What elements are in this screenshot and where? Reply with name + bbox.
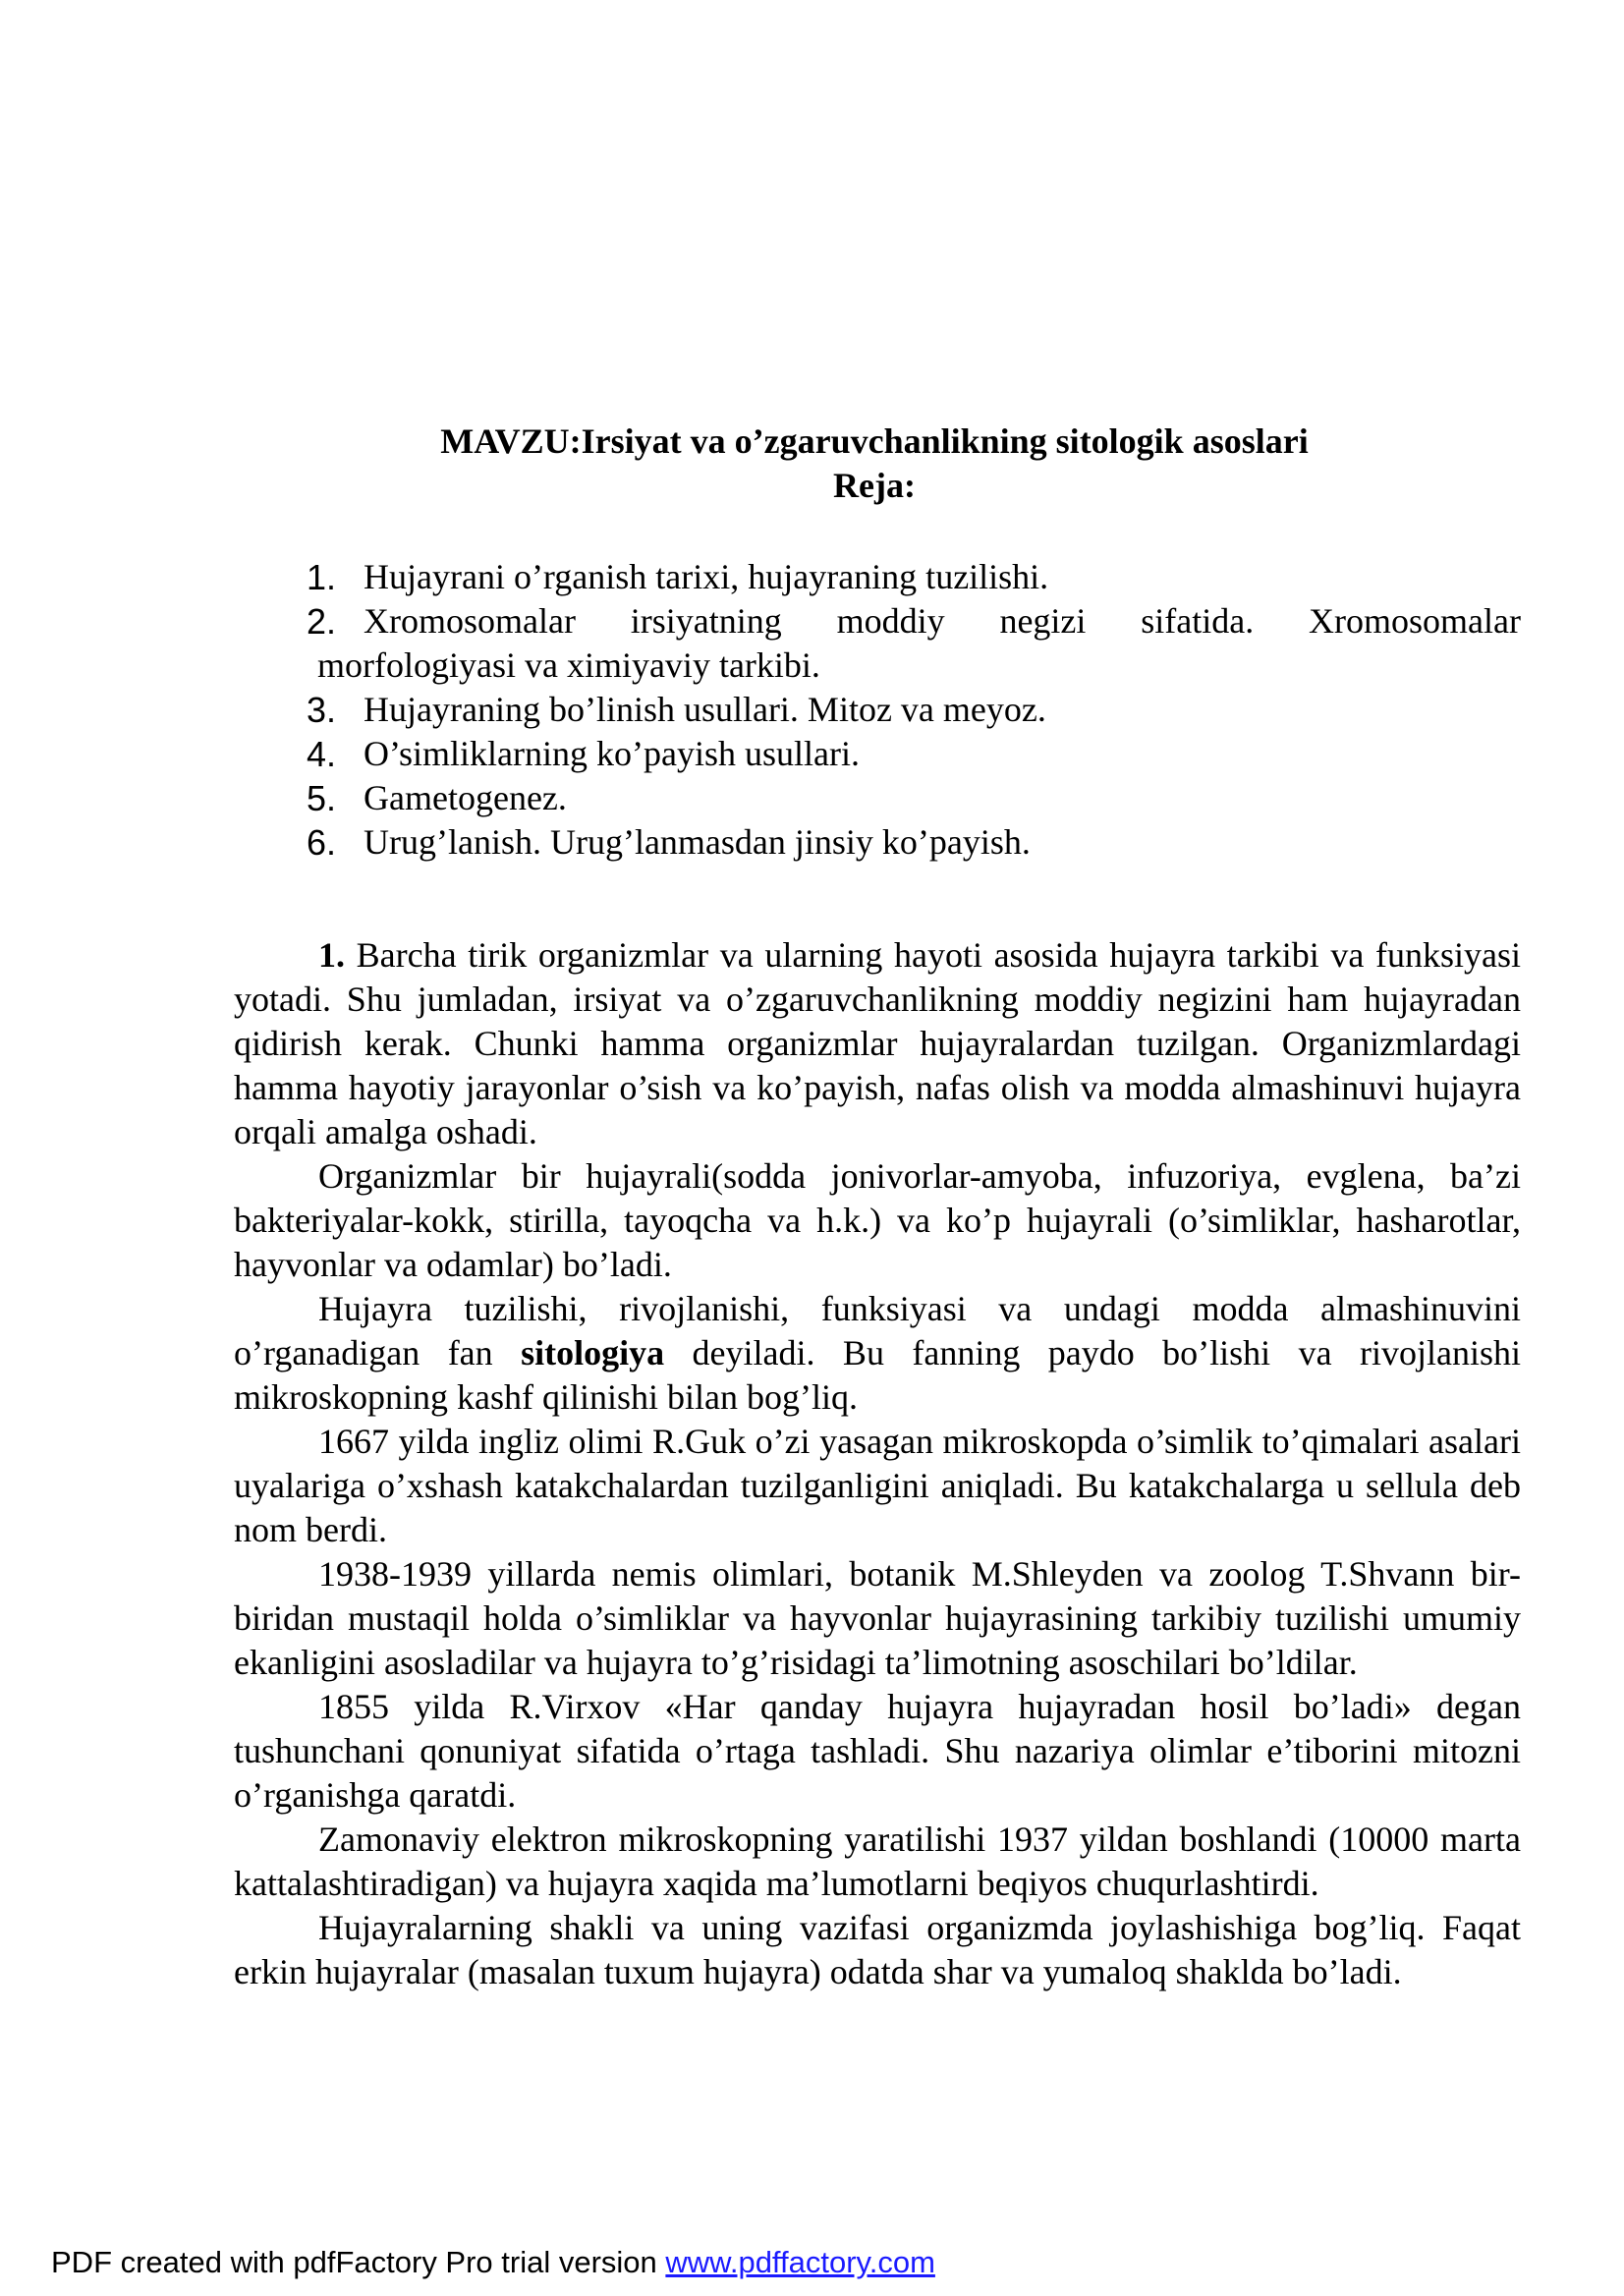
footer-link[interactable]: www.pdffactory.com <box>665 2245 935 2279</box>
plan-item-number: 3. <box>307 690 337 730</box>
paragraph <box>234 933 1521 1154</box>
plan-item-text-continuation: morfologiyasi va ximiyaviy tarkibi. <box>317 645 820 685</box>
plan-item-text: Hujayraning bo’linish usullari. Mitoz va meyoz. <box>364 690 1046 729</box>
bold-term: sitologiya <box>521 1333 665 1372</box>
plan-item-number: 2. <box>307 601 337 642</box>
paragraph-number: 1. <box>318 935 345 975</box>
plan-item-number: 5. <box>307 778 337 818</box>
pdf-watermark-footer <box>51 2243 935 2282</box>
paragraph-text: Barcha tirik organizmlar va ularning hayoti asosida hujayra tarkibi va funksiyasi yotadi. Shu jumladan, irsiyat va o’zgaruvchanlikning moddiy negizini ham hujayradan qidirish kerak. Chunki hamma organizmlar hujayralardan tuzilgan. Organizmlardagi hamma hayotiy jarayonlar o’sish va ko’payish, nafas olish va modda almashinuvi hujayra orqali amalga oshadi. <box>234 935 1521 1151</box>
footer-text: PDF created with pdfFactory Pro trial version <box>51 2245 666 2279</box>
paragraph: 1667 yilda ingliz olimi R.Guk o’zi yasagan mikroskopda o’simlik to’qimalari asalari uyalariga o’xshash katakchalardan tuzilganligini aniqladi. Bu katakchalarga u sellula deb nom berdi. <box>234 1422 1521 1549</box>
paragraph: Hujayralarning shakli va uning vazifasi organizmda joylashishiga bog’liq. Faqat erkin hujayralar (masalan tuxum hujayra) odatda shar va yumaloq shaklda bo’ladi. <box>234 1908 1521 1991</box>
paragraph-text: deyiladi. Bu fanning paydo bo’lishi va rivojlanishi mikroskopning kashf qilinishi bilan bog’liq. <box>234 1333 1522 1417</box>
document-title: MAVZU:Irsiyat va o’zgaruvchanlikning sitologik asoslari <box>440 421 1309 461</box>
plan-item-number: 6. <box>307 822 337 863</box>
plan-item-number: 1. <box>307 557 337 597</box>
plan-item <box>295 776 1521 820</box>
paragraph: Zamonaviy elektron mikroskopning yaratilishi 1937 yildan boshlandi (10000 marta kattalashtiradigan) va hujayra xaqida ma’lumotlarni beqiyos chuqurlashtirdi. <box>234 1820 1521 1903</box>
plan-item-number: 4. <box>307 734 337 774</box>
plan-item <box>295 688 1521 732</box>
plan-heading: Reja: <box>833 466 916 505</box>
paragraph: Organizmlar bir hujayrali(sodda jonivorlar-amyoba, infuzoriya, evglena, ba’zi bakteriyalar-kokk, stirilla, tayoqcha va h.k.) va ko’p hujayrali (o’simliklar, hasharotlar, hayvonlar va odamlar) bo’ladi. <box>234 1156 1521 1284</box>
plan-item <box>295 599 1521 688</box>
paragraph-text: Hujayra tuzilishi, rivojlanishi, funksiyasi va undagi modda almashinuvini o’rganadigan fan <box>234 1289 1521 1372</box>
document-body <box>234 933 1521 1994</box>
plan-item <box>295 820 1521 865</box>
plan-list <box>295 555 1521 865</box>
plan-item-text: Xromosomalar irsiyatning moddiy negizi sifatida. Xromosomalar <box>364 601 1521 641</box>
paragraph: 1938-1939 yillarda nemis olimlari, botanik M.Shleyden va zoolog T.Shvann bir-biridan mustaqil holda o’simliklar va hayvonlar hujayrasining tarkibiy tuzilishi umumiy ekanligini asosladilar va hujayra to’g’risidagi ta’limotning asoschilari bo’ldilar. <box>234 1554 1521 1682</box>
plan-item <box>295 555 1521 599</box>
paragraph <box>234 1287 1521 1420</box>
plan-item-text: Urug’lanish. Urug’lanmasdan jinsiy ko’payish. <box>364 822 1031 862</box>
plan-item-text: Gametogenez. <box>364 778 567 817</box>
paragraph: 1855 yilda R.Virxov «Har qanday hujayra hujayradan hosil bo’ladi» degan tushunchani qonuniyat sifatida o’rtaga tashladi. Shu nazariya olimlar e’tiborini mitozni o’rganishga qaratdi. <box>234 1687 1521 1815</box>
plan-item-text: Hujayrani o’rganish tarixi, hujayraning tuzilishi. <box>364 557 1049 596</box>
plan-item-text: O’simliklarning ko’payish usullari. <box>364 734 860 773</box>
plan-item <box>295 732 1521 776</box>
